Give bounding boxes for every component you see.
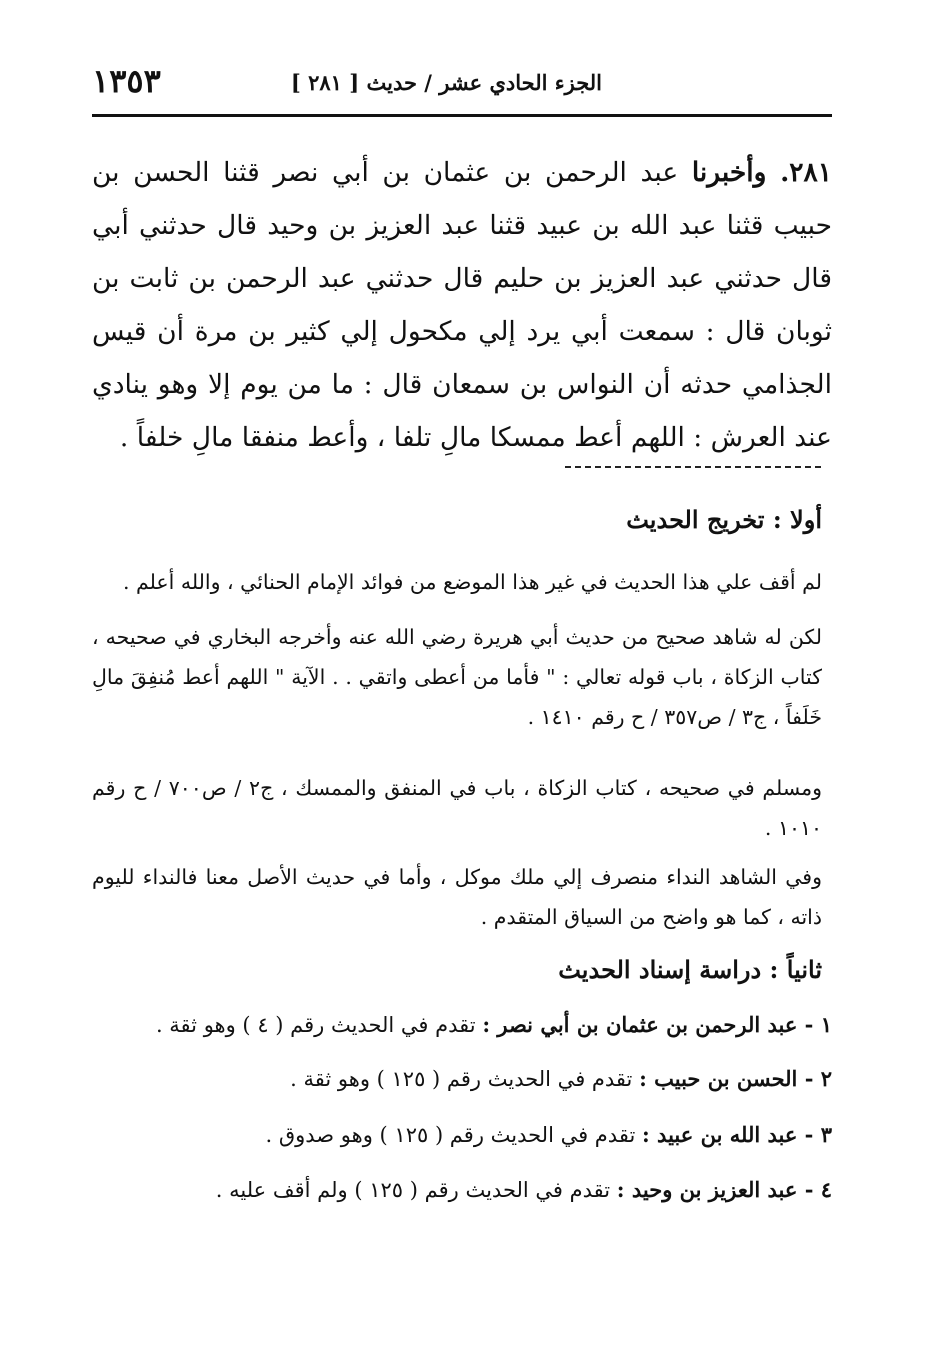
narrator-note: تقدم في الحديث رقم ( ١٢٥ ) وهو صدوق . [265, 1123, 642, 1147]
takhrij-paragraph-1: لم أقف علي هذا الحديث في غير هذا الموضع من فوائد الإمام الحنائي ، والله أعلم . [122, 570, 822, 594]
page-number: ١٣٥٣ [92, 62, 161, 100]
narrator-name: ١ - عبد الرحمن بن عثمان بن أبي نصر : [482, 1012, 832, 1037]
takhrij-paragraph-2: لكن له شاهد صحيح من حديث أبي هريرة رضي الله عنه وأخرجه البخاري في صحيحه ، كتاب الزكاة ، باب قوله تعالي : " فأما من أعطى واتقي . . الآية " اللهم أعط مُنفِقَ مالِ خَلَفاً ، ج٣ / ص٣٥٧ / ح رقم ١٤١٠ . [92, 625, 822, 729]
running-title: الجزء الحادي عشر / حديث [ ٢٨١ ] [290, 70, 602, 95]
isnad-list-item [216, 1177, 832, 1202]
takhrij-paragraph-3: ومسلم في صحيحه ، كتاب الزكاة ، باب في المنفق والممسك ، ج٢ / ص٧٠٠ / ح رقم ١٠١٠ . [92, 776, 823, 840]
header-rule [92, 114, 832, 117]
footnote-separator [565, 466, 821, 468]
takhrij-paragraph-4: وفي الشاهد النداء منصرف إلي ملك موكل ، وأما في حديث الأصل معنا فالنداء لليوم ذاته ، كما هو واضح من السياق المتقدم . [92, 865, 822, 929]
isnad-list-item [156, 1012, 832, 1037]
narrator-note: تقدم في الحديث رقم ( ٤ ) وهو ثقة . [155, 1013, 483, 1037]
narrator-note: تقدم في الحديث رقم ( ١٢٥ ) وهو ثقة . [290, 1067, 640, 1091]
takhrij-paragraph-4-block [92, 857, 822, 937]
hadith-paragraph [92, 146, 832, 464]
narrator-name: ٤ - عبد العزيز بن وحيد : [616, 1177, 832, 1202]
narrator-note: تقدم في الحديث رقم ( ١٢٥ ) ولم أقف عليه . [215, 1178, 617, 1202]
hadith-body: عبد الرحمن بن عثمان بن أبي نصر قثنا الحسن بن حبيب قثنا عبد الله بن عبيد قثنا عبد العزيز بن وحيد قال حدثني أبي قال حدثني عبد العزيز بن حليم قال حدثني عبد الرحمن بن ثابت بن ثوبان قال : سمعت أبي يرد إلي مكحول إلي كثير بن مرة أن قيس الجذامي حدثه أن النواس بن سمعان قال : ما من يوم إلا وهو ينادي عند العرش : اللهم أعط ممسكا مالِ تلفا ، وأعط منفقا مالِ خلفاً . [92, 157, 832, 453]
takhrij-heading: أولا : تخريج الحديث [626, 505, 822, 534]
isnad-heading-block [92, 955, 822, 984]
takhrij-heading-block [92, 505, 822, 534]
isnad-heading: ثانياً : دراسة إسناد الحديث [558, 955, 822, 984]
isnad-list-item [265, 1122, 832, 1147]
page-header [92, 62, 832, 106]
takhrij-paragraph-1-block [92, 562, 822, 602]
takhrij-paragraph-3-block [92, 768, 822, 848]
narrator-name: ٢ - الحسن بن حبيب : [639, 1066, 832, 1091]
isnad-list-item [290, 1066, 832, 1091]
hadith-text-block [92, 146, 832, 464]
hadith-lead-word: وأخبرنا [691, 157, 767, 188]
takhrij-paragraph-2-block [92, 617, 822, 737]
narrator-name: ٣ - عبد الله بن عبيد : [641, 1122, 832, 1147]
hadith-number: ٢٨١. [780, 157, 832, 188]
